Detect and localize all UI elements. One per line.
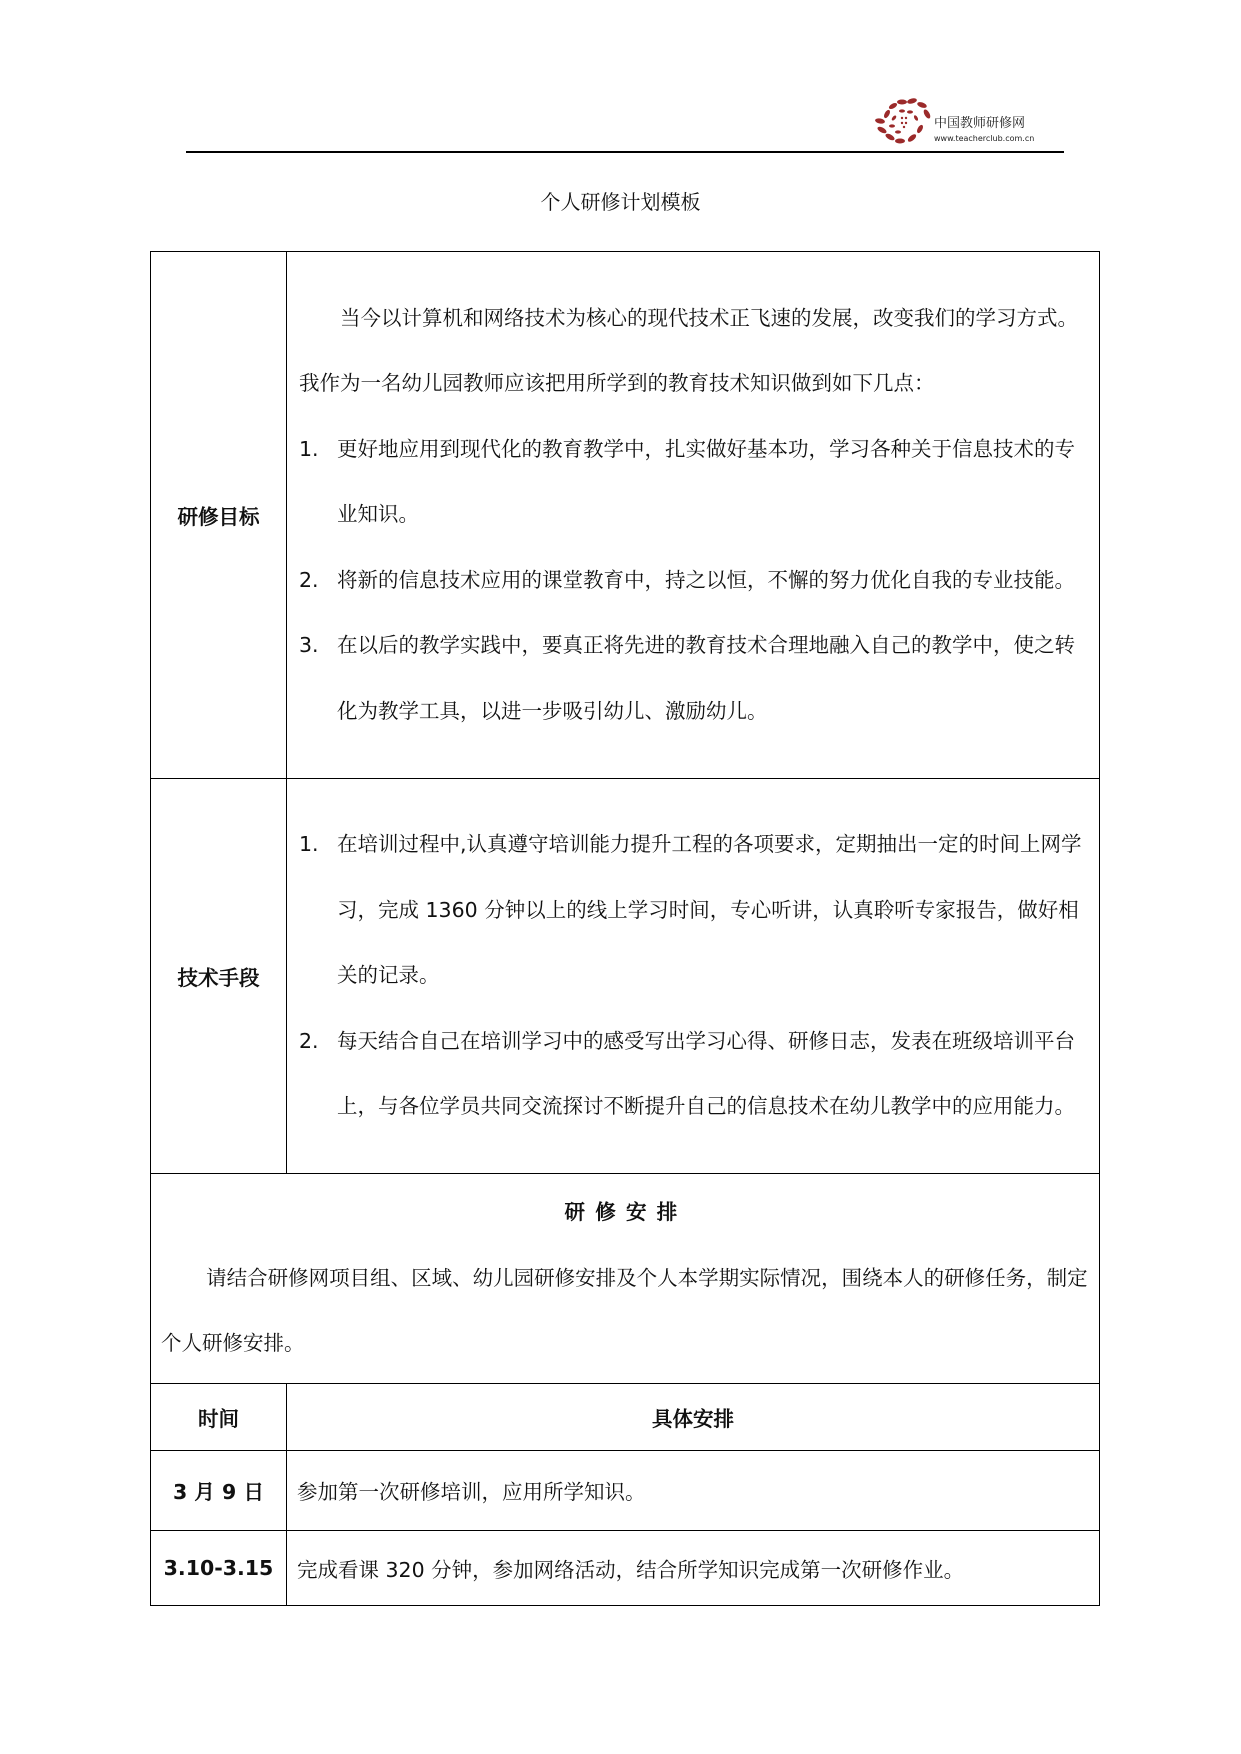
goal-item: 3. 在以后的教学实践中，要真正将先进的教育技术合理地融入自己的教学中，使之转化为教学工具，以进一步吸引幼儿、激励幼儿。 [299,633,1075,723]
header-rule [186,151,1064,153]
spiral-logo-icon [872,96,932,146]
goal-content [287,252,1100,779]
method-row [151,779,1100,1174]
schedule-heading: 研修安排 [564,1200,688,1224]
goal-item: 1. 更好地应用到现代化的教育教学中，扎实做好基本功，学习各种关于信息技术的专业知识。 [299,436,1075,527]
row-plan: 完成看课 320 分钟，参加网络活动，结合所学知识完成第一次研修作业。 [287,1530,1100,1605]
goal-label: 研修目标 [151,252,287,779]
logo-name: 中国教师研修网 [934,116,1026,131]
schedule-header-row [151,1383,1100,1450]
goal-item: 2. 将新的信息技术应用的课堂教育中，持之以恒，不懈的努力优化自我的专业技能。 [299,567,1075,592]
col-plan-header: 具体安排 [287,1383,1100,1450]
method-item: 2. 每天结合自己在培训学习中的感受写出学习心得、研修日志，发表在班级培训平台上，与各位学员共同交流探讨不断提升自己的信息技术在幼儿教学中的应用能力。 [299,1028,1075,1119]
col-time-header: 时间 [151,1383,287,1450]
row-time: 3 月 9 日 [151,1450,287,1530]
logo-url: www.teacherclub.com.cn [934,134,1035,143]
teacherclub-logo [872,90,1062,146]
logo-text-block [934,115,1034,144]
page-title: 个人研修计划模板 [540,190,701,214]
table-row [151,1450,1100,1530]
method-content [287,779,1100,1174]
goal-row [151,252,1100,779]
table-row [151,1530,1100,1605]
method-label: 技术手段 [151,779,287,1174]
row-time: 3.10-3.15 [151,1530,287,1605]
row-plan: 参加第一次研修培训，应用所学知识。 [287,1450,1100,1530]
plan-table [150,251,1100,1606]
schedule-section [151,1174,1100,1384]
method-item: 1. 在培训过程中,认真遵守培训能力提升工程的各项要求，定期抽出一定的时间上网学习，完成 1360 分钟以上的线上学习时间，专心听讲，认真聆听专家报告，做好相关的记录。 [299,832,1082,988]
schedule-description: 请结合研修网项目组、区域、幼儿园研修安排及个人本学期实际情况，围绕本人的研修任务，制定个人研修安排。 [161,1265,1088,1355]
goal-intro: 当今以计算机和网络技术为核心的现代技术正飞速的发展，改变我们的学习方式。我作为一名幼儿园教师应该把用所学到的教育技术知识做到如下几点： [299,305,1078,396]
